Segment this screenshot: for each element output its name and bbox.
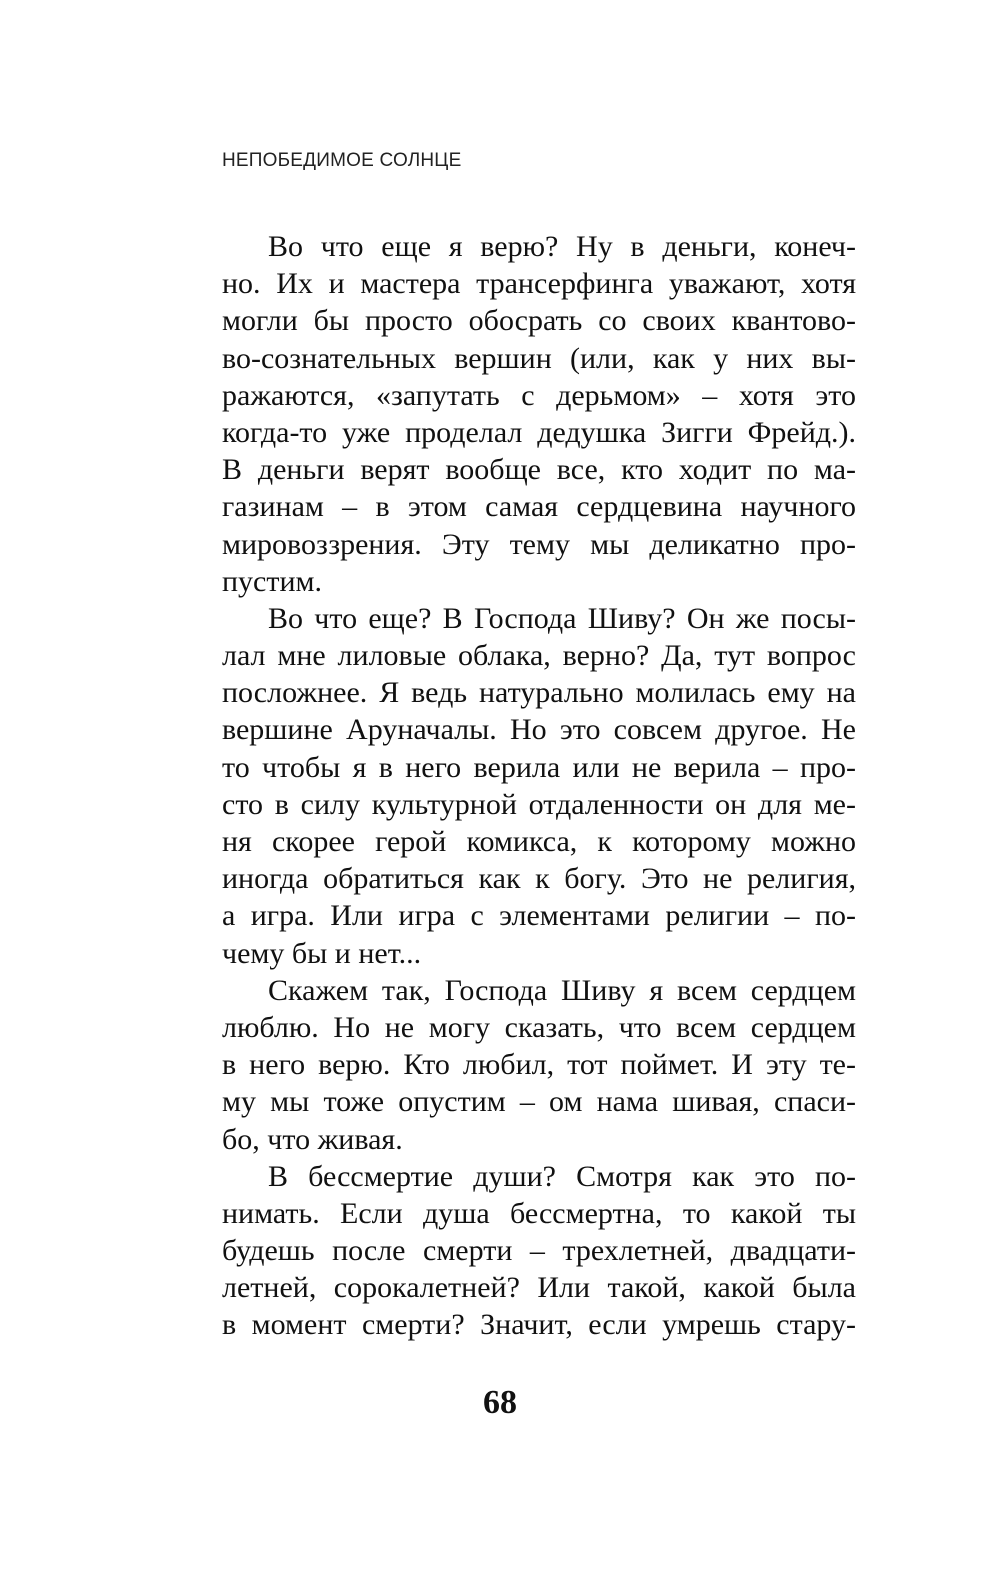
text-line: пустим. [222, 564, 323, 598]
text-line: в него верю. Кто любил, тот поймет. И эту те- [222, 1048, 856, 1082]
text-line: чему бы и нет... [222, 936, 422, 970]
text-line: сто в силу культурной отдаленности он для ме- [222, 787, 856, 821]
body-text [222, 228, 856, 1344]
text-line: лал мне лиловые облака, верно? Да, тут вопрос [222, 639, 856, 673]
text-line: газинам – в этом самая сердцевина научного [222, 490, 856, 524]
text-line: Во что еще я верю? Ну в деньги, конеч- [268, 230, 856, 263]
text-line: В бессмертие души? Смотря как это по- [268, 1159, 856, 1193]
text-line: летней, сорокалетней? Или такой, какой была [222, 1271, 856, 1305]
text-line: люблю. Но не могу сказать, что всем сердцем [222, 1010, 856, 1044]
text-line: мировоззрения. Эту тему мы деликатно про- [222, 527, 856, 561]
text-line: нимать. Если душа бессмертна, то какой ты [222, 1196, 856, 1230]
text-line: Во что еще? В Господа Шиву? Он же посы- [268, 601, 856, 635]
running-head: НЕПОБЕДИМОЕ СОЛНЦЕ [222, 150, 462, 171]
text-line: Скажем так, Господа Шиву я всем сердцем [268, 973, 856, 1007]
page-number: 68 [483, 1384, 517, 1421]
text-line: вершине Аруначалы. Но это совсем другое. Не [222, 713, 856, 747]
text-line: посложнее. Я ведь натурально молилась ему на [222, 676, 856, 710]
text-line: иногда обратиться как к богу. Это не религия, [222, 862, 856, 896]
text-line: а игра. Или игра с элементами религии – по- [222, 899, 856, 933]
text-line: ня скорее герой комикса, к которому можно [222, 825, 856, 858]
text-line: могли бы просто обосрать со своих квантово- [222, 304, 856, 338]
text-line: бо, что живая. [222, 1122, 403, 1156]
text-line: в момент смерти? Значит, если умрешь стару- [222, 1308, 856, 1342]
text-line: во-сознательных вершин (или, как у них вы- [222, 341, 856, 375]
text-line: когда-то уже проделал дедушка Зигги Фрейд.). [222, 415, 856, 449]
text-line: то чтобы я в него верила или не верила – про- [222, 750, 856, 784]
text-line: В деньги верят вообще все, кто ходит по ма- [222, 453, 856, 487]
text-line: будешь после смерти – трехлетней, двадцати- [222, 1234, 856, 1268]
text-line: но. Их и мастера трансерфинга уважают, хотя [222, 267, 856, 301]
text-line: му мы тоже опустим – ом нама шивая, спаси- [222, 1085, 856, 1119]
text-line: ражаются, «запутать с дерьмом» – хотя это [222, 378, 856, 412]
